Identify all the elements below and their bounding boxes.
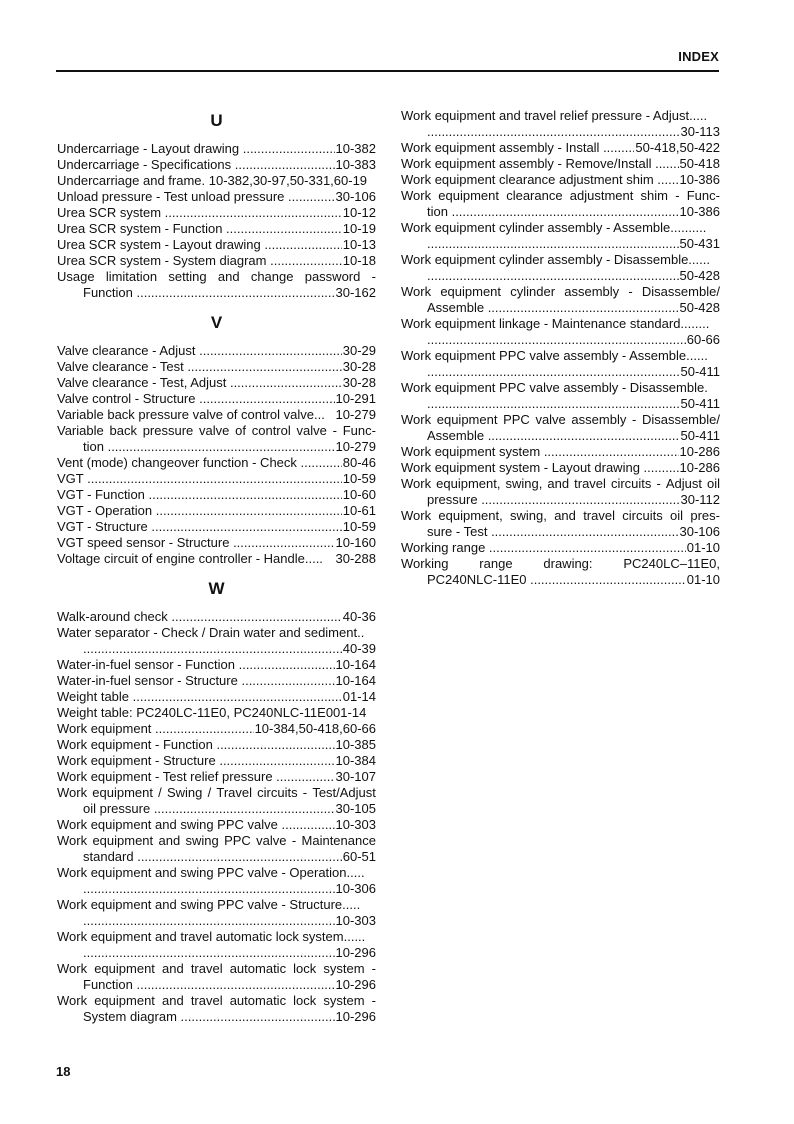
entry-text: Unload pressure - Test unload pressure .....: [57, 189, 335, 205]
entry-page-reference: 10-386: [679, 204, 720, 219]
index-entry: [57, 753, 376, 769]
entry-line: [57, 641, 376, 657]
entry-page-reference: 10-13: [342, 237, 376, 252]
index-entry: [57, 833, 376, 865]
entry-text: Urea SCR system - Function .....: [57, 221, 342, 237]
entry-page-reference: 10-385: [335, 737, 376, 752]
index-entry: [57, 455, 376, 471]
entry-line: [57, 849, 376, 865]
entry-page-reference: 50-428: [679, 300, 720, 315]
index-entry: [57, 897, 376, 929]
entry-text: Work equipment PPC valve assembly - Disassemble.: [401, 380, 708, 395]
entry-line: [57, 881, 376, 897]
entry-page-reference: 10-306: [335, 881, 376, 896]
entry-text: Variable back pressure valve of control valve...: [57, 407, 325, 422]
entry-page-reference: 10-296: [335, 977, 376, 992]
index-entry: [401, 252, 720, 284]
entry-line: Variable back pressure valve of control valve - Func-: [57, 423, 376, 438]
entry-line: [57, 237, 376, 253]
entry-line: [401, 572, 720, 588]
entry-line: [57, 141, 376, 157]
entry-line: [57, 285, 376, 301]
index-entry: [57, 375, 376, 391]
entry-page-reference: 30-112: [680, 492, 720, 507]
section-letter: U: [210, 111, 223, 130]
entry-text: Work equipment clearance adjustment shim .....: [401, 172, 679, 188]
entry-page-reference: 80-46: [342, 455, 376, 470]
entry-page-reference: 30-113: [680, 124, 720, 139]
entry-line: [57, 487, 376, 503]
index-entry: [401, 108, 720, 140]
entry-line: [57, 253, 376, 269]
index-entry: [57, 237, 376, 253]
entry-page-reference: 30-106: [679, 524, 720, 539]
entry-text: Function .....: [83, 285, 335, 301]
entry-text: Water-in-fuel sensor - Function .....: [57, 657, 335, 673]
index-entry: [401, 460, 720, 476]
entry-line: [57, 865, 376, 881]
index-entry: [57, 705, 376, 721]
index-entry: [401, 556, 720, 588]
entry-line: [401, 204, 720, 220]
entry-text: Work equipment cylinder assembly - Disassemble......: [401, 252, 710, 267]
entry-line: Work equipment, swing, and travel circuits - Adjust oil: [401, 476, 720, 491]
index-entry: [57, 503, 376, 519]
entry-text: Work equipment - Structure .....: [57, 753, 335, 769]
entry-line: [57, 689, 376, 705]
entry-line: [57, 519, 376, 535]
entry-line: [57, 439, 376, 455]
entry-line: [57, 503, 376, 519]
index-entry: [57, 551, 376, 567]
index-entry: [401, 220, 720, 252]
entry-line: [57, 535, 376, 551]
entry-page-reference: 30-29: [342, 343, 376, 358]
entry-text: [427, 364, 679, 380]
entry-line: [401, 460, 720, 476]
index-entry: [57, 657, 376, 673]
entry-page-reference: 10-384: [335, 753, 376, 768]
entry-text: VGT - Structure .....: [57, 519, 342, 535]
entry-line: [57, 817, 376, 833]
index-entry: [57, 471, 376, 487]
entry-text: sure - Test .....: [427, 524, 679, 540]
entry-page-reference: 30-105: [335, 801, 376, 816]
index-entry: [401, 476, 720, 508]
entry-text: Valve control - Structure .....: [57, 391, 335, 407]
entry-text: PC240NLC-11E0 .....: [427, 572, 686, 588]
entry-page-reference: 10-59: [342, 519, 376, 534]
index-entry: [57, 407, 376, 423]
entry-text: Work equipment assembly - Remove/Install .....: [401, 156, 679, 172]
entry-line: [57, 769, 376, 785]
entry-text: [427, 236, 679, 252]
entry-page-reference: 01-10: [686, 540, 720, 555]
entry-text: Function .....: [83, 977, 335, 993]
entry-line: [57, 929, 376, 945]
entry-text: [83, 881, 335, 897]
entry-page-reference: 30-28: [342, 375, 376, 390]
entry-line: [401, 268, 720, 284]
entry-line: [57, 801, 376, 817]
page-number: 18: [56, 1064, 71, 1079]
entry-page-reference: 50-411: [680, 364, 720, 379]
entry-page-reference: 40-36: [342, 609, 376, 624]
entry-text: tion .....: [427, 204, 679, 220]
index-entry: [57, 721, 376, 737]
entry-line: [57, 897, 376, 913]
entry-text: Weight table .....: [57, 689, 342, 705]
entry-page-reference: 10-296: [335, 945, 376, 960]
entry-text: [83, 913, 335, 929]
entry-page-reference: 01-10: [686, 572, 720, 587]
entry-text: Work equipment and travel automatic lock system......: [57, 929, 366, 944]
entry-line: Work equipment cylinder assembly - Disassemble/: [401, 284, 720, 299]
entry-page-reference: 30-288: [335, 551, 376, 566]
entry-page-reference: 10-382: [335, 141, 376, 156]
index-entry: [57, 929, 376, 961]
entry-text: [427, 332, 686, 348]
entry-line: [57, 407, 376, 423]
entry-text: Work equipment .....: [57, 721, 254, 737]
entry-page-reference: 10-386: [679, 172, 720, 187]
entry-text: [83, 945, 335, 961]
index-entry: [57, 689, 376, 705]
entry-line: [401, 108, 720, 124]
page-header: [56, 48, 719, 72]
entry-text: Work equipment cylinder assembly - Assemble..........: [401, 220, 707, 235]
entry-line: [401, 140, 720, 156]
entry-text: Work equipment - Test relief pressure .....: [57, 769, 335, 785]
entry-text: Urea SCR system - Layout drawing .....: [57, 237, 342, 253]
entry-page-reference: 10-296: [335, 1009, 376, 1024]
entry-line: [57, 753, 376, 769]
entry-text: Work equipment and swing PPC valve - Operation.....: [57, 865, 365, 880]
index-entry: [57, 253, 376, 269]
entry-line: Usage limitation setting and change password -: [57, 269, 376, 284]
index-entry: [401, 508, 720, 540]
index-entry: [401, 172, 720, 188]
entry-page-reference: 30-107: [335, 769, 376, 784]
entry-line: [401, 428, 720, 444]
entry-text: Urea SCR system - System diagram .....: [57, 253, 342, 269]
entry-line: Working range drawing: PC240LC–11E0,: [401, 556, 720, 571]
entry-text: Work equipment system - Layout drawing .....: [401, 460, 679, 476]
entry-line: [401, 444, 720, 460]
entry-text: Work equipment and swing PPC valve - Structure.....: [57, 897, 361, 912]
index-entry: [57, 141, 376, 157]
entry-page-reference: 10-164: [335, 673, 376, 688]
index-entry: [57, 673, 376, 689]
entry-line: Work equipment, swing, and travel circuits oil pres-: [401, 508, 720, 523]
entry-line: [57, 189, 376, 205]
entry-line: [401, 524, 720, 540]
entry-text: Valve clearance - Test .....: [57, 359, 342, 375]
header-title: INDEX: [678, 49, 719, 64]
entry-page-reference: 50-418: [679, 156, 720, 171]
entry-page-reference: 10-384,50-418,60-66: [254, 721, 376, 736]
entry-text: VGT speed sensor - Structure .....: [57, 535, 335, 551]
entry-text: [427, 124, 679, 140]
entry-line: [57, 721, 376, 737]
entry-text: Work equipment linkage - Maintenance standard........: [401, 316, 710, 331]
entry-text: Walk-around check .....: [57, 609, 342, 625]
entry-page-reference: 10-291: [335, 391, 376, 406]
index-entry: [57, 359, 376, 375]
index-entry: [401, 444, 720, 460]
index-entry: [57, 625, 376, 657]
entry-line: [57, 977, 376, 993]
entry-text: System diagram .....: [83, 1009, 335, 1025]
entry-text: Work equipment - Function .....: [57, 737, 335, 753]
entry-line: [401, 316, 720, 332]
entry-line: [57, 343, 376, 359]
entry-page-reference: 30-28: [342, 359, 376, 374]
entry-page-reference: 10-160: [335, 535, 376, 550]
entry-text: pressure .....: [427, 492, 679, 508]
entry-page-reference: 50-411: [680, 428, 720, 443]
entry-page-reference: 50-418,50-422: [635, 140, 720, 155]
index-entry: [57, 189, 376, 205]
index-entry: [57, 157, 376, 173]
index-entry: [401, 540, 720, 556]
index-entry: [401, 348, 720, 380]
entry-line: Work equipment PPC valve assembly - Disassemble/: [401, 412, 720, 427]
index-entry: [57, 961, 376, 993]
entry-text: Undercarriage and frame. 10-382,30-97,50-331,60-19: [57, 173, 368, 188]
entry-line: [57, 913, 376, 929]
entry-page-reference: 10-59: [342, 471, 376, 486]
entry-line: [57, 471, 376, 487]
entry-line: [401, 300, 720, 316]
entry-text: oil pressure .....: [83, 801, 335, 817]
entry-text: Water separator - Check / Drain water and sediment..: [57, 625, 365, 640]
entry-line: [401, 252, 720, 268]
index-entry: [401, 412, 720, 444]
entry-line: [401, 124, 720, 140]
entry-page-reference: 10-303: [335, 913, 376, 928]
entry-line: [401, 492, 720, 508]
entry-line: Work equipment and swing PPC valve - Maintenance: [57, 833, 376, 848]
entry-line: [57, 359, 376, 375]
entry-text: Undercarriage - Specifications .....: [57, 157, 335, 173]
entry-page-reference: 50-428: [679, 268, 720, 283]
entry-page-reference: 10-286: [679, 444, 720, 459]
entry-text: Work equipment and travel relief pressure - Adjust.....: [401, 108, 708, 123]
entry-text: Assemble .....: [427, 300, 679, 316]
entry-line: [57, 455, 376, 471]
entry-text: Voltage circuit of engine controller - Handle.....: [57, 551, 323, 566]
entry-text: Water-in-fuel sensor - Structure .....: [57, 673, 335, 689]
index-entry: [57, 487, 376, 503]
entry-text: Working range .....: [401, 540, 686, 556]
index-entry: [57, 519, 376, 535]
entry-page-reference: 10-383: [335, 157, 376, 172]
index-entry: [401, 188, 720, 220]
entry-text: Work equipment assembly - Install .....: [401, 140, 634, 156]
entry-line: [401, 220, 720, 236]
entry-line: [57, 945, 376, 961]
entry-page-reference: 10-19: [342, 221, 376, 236]
index-column-left: [57, 108, 376, 1025]
entry-line: Work equipment / Swing / Travel circuits - Test/Adjust: [57, 785, 376, 800]
entry-page-reference: 30-106: [335, 189, 376, 204]
entry-line: [57, 1009, 376, 1025]
index-entry: [57, 609, 376, 625]
entry-line: [57, 609, 376, 625]
entry-line: [57, 625, 376, 641]
index-entry: [401, 316, 720, 348]
entry-line: [401, 540, 720, 556]
entry-line: [401, 236, 720, 252]
entry-page-reference: 01-14: [342, 689, 376, 704]
entry-text: Assemble .....: [427, 428, 679, 444]
entry-page-reference: 40-39: [342, 641, 376, 656]
index-entry: [57, 993, 376, 1025]
index-entry: [57, 269, 376, 301]
entry-line: [57, 657, 376, 673]
entry-text: Work equipment system .....: [401, 444, 679, 460]
index-entry: [57, 343, 376, 359]
entry-page-reference: 30-162: [335, 285, 376, 300]
entry-page-reference: 10-60: [342, 487, 376, 502]
entry-text: Valve clearance - Test, Adjust .....: [57, 375, 342, 391]
index-entry: [57, 785, 376, 817]
entry-text: Urea SCR system .....: [57, 205, 342, 221]
section-letter: V: [210, 313, 223, 332]
entry-line: [401, 348, 720, 364]
entry-line: [401, 396, 720, 412]
entry-text: Work equipment and swing PPC valve .....: [57, 817, 335, 833]
entry-line: [57, 673, 376, 689]
section-letter: W: [208, 579, 225, 598]
entry-text: standard .....: [83, 849, 342, 865]
entry-text: VGT - Operation .....: [57, 503, 342, 519]
entry-text: VGT .....: [57, 471, 342, 487]
entry-line: [57, 173, 376, 189]
entry-line: [401, 172, 720, 188]
entry-text: tion .....: [83, 439, 335, 455]
entry-page-reference: 10-12: [342, 205, 376, 220]
index-entry: [57, 423, 376, 455]
entry-page-reference: 10-18: [342, 253, 376, 268]
entry-text: VGT - Function .....: [57, 487, 342, 503]
entry-text: Weight table: PC240LC-11E0, PC240NLC-11E001-14: [57, 705, 367, 720]
index-entry: [57, 391, 376, 407]
entry-line: [57, 391, 376, 407]
entry-page-reference: 60-66: [686, 332, 720, 347]
entry-text: Vent (mode) changeover function - Check .....: [57, 455, 342, 471]
index-column-right: [401, 108, 720, 588]
index-entry: [57, 221, 376, 237]
index-entry: [57, 205, 376, 221]
entry-text: Work equipment PPC valve assembly - Assemble......: [401, 348, 708, 363]
entry-line: [57, 375, 376, 391]
entry-line: [57, 221, 376, 237]
index-entry: [57, 173, 376, 189]
index-entry: [57, 535, 376, 551]
index-entry: [401, 284, 720, 316]
index-entry: [57, 769, 376, 785]
entry-page-reference: 50-431: [679, 236, 720, 251]
index-entry: [57, 865, 376, 897]
entry-text: [427, 396, 679, 412]
entry-line: Work equipment and travel automatic lock system -: [57, 961, 376, 976]
entry-text: Valve clearance - Adjust .....: [57, 343, 342, 359]
entry-line: [57, 551, 376, 567]
entry-page-reference: 60-51: [342, 849, 376, 864]
index-entry: [57, 817, 376, 833]
entry-page-reference: 10-303: [335, 817, 376, 832]
entry-page-reference: 10-279: [335, 407, 376, 422]
entry-line: Work equipment and travel automatic lock system -: [57, 993, 376, 1008]
index-entry: [57, 737, 376, 753]
entry-page-reference: 50-411: [680, 396, 720, 411]
entry-text: [83, 641, 342, 657]
entry-page-reference: 10-279: [335, 439, 376, 454]
entry-page-reference: 10-61: [342, 503, 376, 518]
entry-line: [401, 364, 720, 380]
entry-line: [401, 380, 720, 396]
entry-line: [57, 737, 376, 753]
index-entry: [401, 140, 720, 156]
entry-text: [427, 268, 679, 284]
entry-page-reference: 10-164: [335, 657, 376, 672]
entry-line: Work equipment clearance adjustment shim - Func-: [401, 188, 720, 203]
entry-line: [57, 705, 376, 721]
entry-line: [401, 156, 720, 172]
index-entry: [401, 380, 720, 412]
index-entry: [401, 156, 720, 172]
entry-line: [57, 205, 376, 221]
entry-line: [401, 332, 720, 348]
entry-text: Undercarriage - Layout drawing .....: [57, 141, 335, 157]
entry-page-reference: 10-286: [679, 460, 720, 475]
entry-line: [57, 157, 376, 173]
